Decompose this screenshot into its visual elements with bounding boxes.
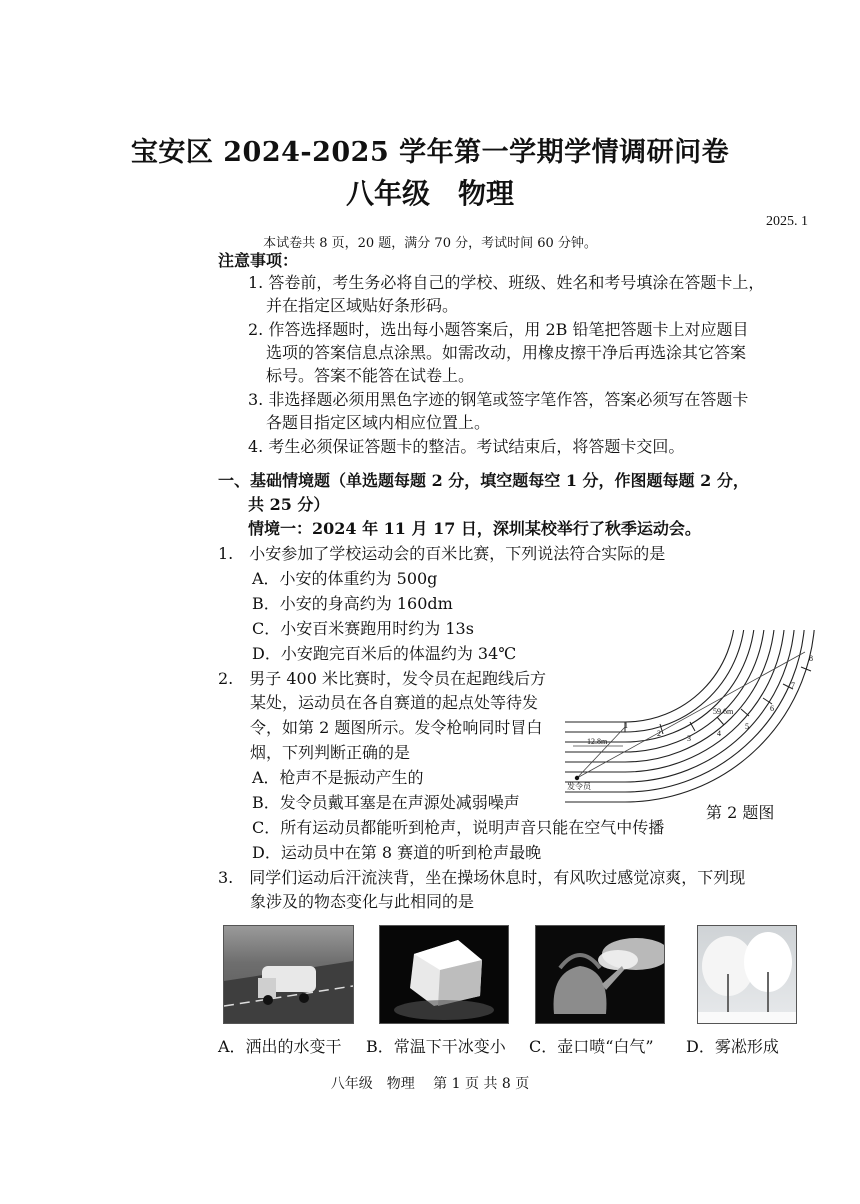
notice-line: 标号。答案不能答在试卷上。 [266, 366, 475, 385]
lane-number: 1 [624, 721, 628, 730]
notice-heading: 注意事项： [218, 251, 299, 270]
option-d: D．雾凇形成 [686, 1037, 779, 1056]
dry-ice-photo [379, 925, 509, 1024]
question-stem: 烟，下列判断正确的是 [250, 743, 411, 762]
rime-tree-photo [697, 925, 797, 1024]
section-heading-cont: 共 25 分） [248, 495, 330, 514]
lane-number: 3 [687, 734, 691, 743]
kettle-steam-photo [535, 925, 665, 1024]
lane-number: 5 [745, 722, 749, 731]
question-stem: 3. 同学们运动后汗流浃背，坐在操场休息时，有风吹过感觉凉爽，下列现 [218, 868, 746, 887]
figure-caption: 第 2 题图 [706, 803, 775, 822]
question-stem: 1. 小安参加了学校运动会的百米比赛，下列说法符合实际的是 [218, 544, 666, 563]
notice-line: 4. 考生必须保证答题卡的整洁。考试结束后，将答题卡交回。 [248, 437, 685, 456]
question-stem: 令，如第 2 题图所示。发令枪响同时冒白 [250, 718, 543, 737]
exam-info: 本试卷共 8 页，20 题，满分 70 分，考试时间 60 分钟。 [263, 236, 597, 251]
notice-line: 2. 作答选择题时，选出每小题答案后，用 2B 铅笔把答题卡上对应题目 [248, 320, 749, 339]
page-title: 宝安区 2024-2025 学年第一学期学情调研问卷 [130, 137, 730, 168]
option-a: A．枪声不是振动产生的 [252, 768, 424, 787]
lane-number: 2 [657, 729, 661, 738]
option-b: B．小安的身高约为 160dm [252, 594, 453, 613]
notice-line: 选项的答案信息点涂黑。如需改动，用橡皮擦干净后再选涂其它答案 [266, 343, 747, 362]
question-stem: 某处，运动员在各自赛道的起点处等待发 [250, 693, 539, 712]
option-d: D．小安跑完百米后的体温约为 34℃ [252, 644, 517, 663]
lane-number: 4 [717, 729, 721, 738]
option-c: C．小安百米赛跑用时约为 13s [252, 619, 474, 638]
section-heading: 一、基础情境题（单选题每题 2 分，填空题每空 1 分，作图题每题 2 分， [218, 471, 749, 490]
distance-label: 12.8m [587, 737, 608, 746]
page-footer: 八年级 物理 第 1 页 共 8 页 [330, 1076, 530, 1092]
option-a: A．洒出的水变干 [218, 1037, 342, 1056]
scenario-text: 情境一：2024 年 11 月 17 日，深圳某校举行了秋季运动会。 [248, 519, 701, 538]
option-c: C．所有运动员都能听到枪声，说明声音只能在空气中传播 [252, 818, 665, 837]
option-c: C．壶口喷“白气” [529, 1037, 654, 1056]
question-stem: 2. 男子 400 米比赛时，发令员在起跑线后方 [218, 669, 546, 688]
notice-line: 3. 非选择题必须用黑色字迹的钢笔或签字笔作答，答案必须写在答题卡 [248, 390, 749, 409]
lane-line [565, 630, 785, 772]
starter-label: 发令员 [567, 782, 591, 791]
exam-date: 2025. 1 [766, 214, 808, 229]
notice-line: 1. 答卷前，考生务必将自己的学校、班级、姓名和考号填涂在答题卡上， [248, 273, 765, 292]
lane-number: 6 [770, 704, 774, 713]
water-truck-photo [223, 925, 354, 1024]
option-b: B．常温下干冰变小 [366, 1037, 506, 1056]
lane-number: 7 [791, 681, 795, 690]
question-stem: 象涉及的物态变化与此相同的是 [250, 892, 475, 911]
option-d: D．运动员中在第 8 赛道的听到枪声最晚 [252, 843, 542, 862]
starter-dot [575, 776, 579, 780]
lane-line [565, 630, 795, 782]
lane-number: 8 [809, 654, 813, 663]
notice-line: 并在指定区域贴好条形码。 [266, 296, 459, 315]
option-a: A．小安的体重约为 500g [252, 569, 438, 588]
track-figure [565, 630, 825, 805]
distance-label: 59.6m [713, 707, 734, 716]
notice-line: 各题目指定区域内相应位置上。 [266, 413, 491, 432]
lane-line [565, 630, 735, 722]
option-b: B．发令员戴耳塞是在声源处减弱噪声 [252, 793, 520, 812]
page-subtitle: 八年级 物理 [345, 177, 514, 210]
